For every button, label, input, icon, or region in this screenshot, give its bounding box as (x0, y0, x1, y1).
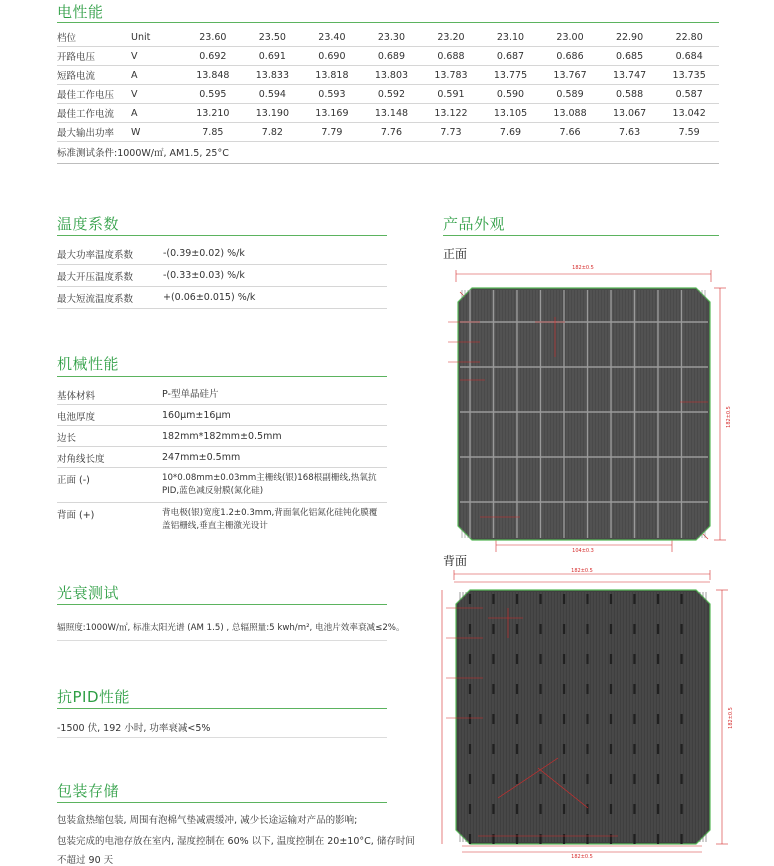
item-value: -(0.33±0.03) %/k (163, 270, 245, 281)
table-cell: 最佳工作电流 (57, 104, 131, 123)
table-cell: 13.747 (600, 66, 660, 85)
table-cell: 13.848 (183, 66, 243, 85)
table-cell: 0.590 (481, 85, 541, 104)
table-row (57, 85, 719, 104)
table-cell: 13.767 (540, 66, 600, 85)
table-cell: 0.687 (481, 47, 541, 66)
item-value: P-型单晶硅片 (162, 389, 219, 400)
table-header-cell: 22.90 (600, 28, 660, 47)
table-cell: 最佳工作电压 (57, 85, 131, 104)
packaging-line: 不超过 90 天 (57, 855, 114, 866)
table-cell: 0.588 (600, 85, 660, 104)
table-cell: 0.691 (243, 47, 303, 66)
mechanical-title: 机械性能 (57, 355, 120, 373)
table-cell: 0.591 (421, 85, 481, 104)
table-cell: 13.833 (243, 66, 303, 85)
table-row (57, 47, 719, 66)
table-cell: 0.594 (243, 85, 303, 104)
front-bottom-dimension: 104±0.3 (572, 548, 594, 554)
list-item (57, 243, 387, 265)
table-cell: 短路电流 (57, 66, 131, 85)
table-cell: 0.593 (302, 85, 362, 104)
item-label: 对角线长度 (57, 454, 105, 465)
section-divider (57, 802, 387, 803)
list-item (57, 426, 387, 447)
table-cell: 7.79 (302, 123, 362, 142)
table-cell: 7.59 (659, 123, 719, 142)
item-label: 最大短流温度系数 (57, 294, 134, 305)
list-item (57, 503, 387, 537)
table-cell: V (131, 47, 183, 66)
table-cell: A (131, 104, 183, 123)
table-cell: 0.689 (362, 47, 422, 66)
back-label: 背面 (443, 554, 468, 568)
table-cell: 0.692 (183, 47, 243, 66)
table-cell: A (131, 66, 183, 85)
degradation-text: 辐照度:1000W/㎡, 标准太阳光谱 (AM 1.5) , 总辐照量:5 kwh/m², 电池片效率衰减≤2%。 (57, 623, 405, 633)
table-cell: 13.067 (600, 104, 660, 123)
table-row (57, 66, 719, 85)
table-header-cell: 23.30 (362, 28, 422, 47)
item-label: 最大开压温度系数 (57, 272, 134, 283)
list-item (57, 468, 387, 503)
front-cell-diagram (440, 262, 740, 554)
table-cell: 13.169 (302, 104, 362, 123)
degradation-title: 光衰测试 (57, 584, 120, 602)
table-cell: 13.122 (421, 104, 481, 123)
item-value-continued: 盖铝栅线,垂直主栅激光设计 (162, 521, 268, 531)
section-divider (57, 235, 387, 236)
table-cell: 0.587 (659, 85, 719, 104)
section-divider (57, 737, 387, 738)
table-cell: 7.76 (362, 123, 422, 142)
appearance-title: 产品外观 (443, 215, 506, 233)
pid-text: -1500 伏, 192 小时, 功率衰减<5% (57, 723, 211, 734)
table-cell: 7.66 (540, 123, 600, 142)
table-cell: 最大输出功率 (57, 123, 131, 142)
section-divider (57, 708, 387, 709)
packaging-title: 包装存储 (57, 782, 120, 800)
electrical-table (57, 28, 719, 142)
front-label: 正面 (443, 247, 468, 261)
item-value-continued: PID,蓝色减反射膜(氮化硅) (162, 486, 264, 496)
item-label: 电池厚度 (57, 412, 96, 423)
section-divider (57, 604, 387, 605)
table-header-row (57, 28, 719, 47)
item-value: 背电极(银)宽度1.2±0.3mm,背面氧化铝氮化硅钝化膜覆 (162, 508, 378, 518)
table-cell: 0.589 (540, 85, 600, 104)
list-item (57, 384, 387, 405)
table-header-cell: 23.00 (540, 28, 600, 47)
back-top-dimension: 182±0.5 (571, 568, 593, 574)
table-cell: 0.688 (421, 47, 481, 66)
table-cell: 13.783 (421, 66, 481, 85)
table-cell: 0.595 (183, 85, 243, 104)
table-cell: 0.685 (600, 47, 660, 66)
packaging-line: 包装完成的电池存放在室内, 湿度控制在 60% 以下, 温度控制在 20±10°C, 储存时间 (57, 836, 415, 847)
item-value: 10*0.08mm±0.03mm主栅线(银)168根副栅线,热氧抗 (162, 473, 377, 483)
pid-title: 抗PID性能 (57, 688, 131, 706)
list-item (57, 287, 387, 309)
table-cell: 7.63 (600, 123, 660, 142)
section-divider (57, 163, 719, 164)
front-top-dimension: 182±0.5 (572, 265, 594, 271)
table-header-cell: 23.40 (302, 28, 362, 47)
test-conditions-note: 标准测试条件:1000W/㎡, AM1.5, 25°C (57, 148, 229, 159)
table-cell: 0.684 (659, 47, 719, 66)
item-value: +(0.06±0.015) %/k (163, 292, 256, 303)
packaging-line: 包装盒热缩包装, 周围有泡棉气垫减震缓冲, 减少长途运输对产品的影响; (57, 815, 358, 826)
table-row (57, 104, 719, 123)
list-item (57, 405, 387, 426)
front-side-dimension: 182±0.5 (726, 406, 732, 428)
mechanical-list (57, 384, 387, 537)
item-label: 边长 (57, 433, 77, 444)
section-divider (57, 22, 719, 23)
list-item (57, 447, 387, 468)
section-divider (57, 376, 387, 377)
temperature-title: 温度系数 (57, 215, 120, 233)
table-row (57, 123, 719, 142)
table-cell: 13.088 (540, 104, 600, 123)
item-label: 正面 (-) (57, 475, 90, 486)
table-cell: 13.775 (481, 66, 541, 85)
table-cell: W (131, 123, 183, 142)
table-header-cell: Unit (131, 28, 183, 47)
table-cell: 13.818 (302, 66, 362, 85)
table-header-cell: 23.50 (243, 28, 303, 47)
item-value: 160μm±16μm (162, 410, 231, 421)
table-header-cell: 23.60 (183, 28, 243, 47)
table-cell: 0.686 (540, 47, 600, 66)
table-cell: 开路电压 (57, 47, 131, 66)
table-header-cell: 23.20 (421, 28, 481, 47)
temperature-list (57, 243, 387, 309)
table-cell: 0.592 (362, 85, 422, 104)
table-cell: 7.85 (183, 123, 243, 142)
back-cell-diagram (438, 568, 740, 858)
table-cell: V (131, 85, 183, 104)
table-cell: 13.105 (481, 104, 541, 123)
table-cell: 7.69 (481, 123, 541, 142)
item-value: -(0.39±0.02) %/k (163, 248, 245, 259)
table-header-cell: 档位 (57, 28, 131, 47)
table-cell: 13.148 (362, 104, 422, 123)
section-divider (443, 235, 719, 236)
section-divider (57, 640, 387, 641)
table-cell: 7.82 (243, 123, 303, 142)
item-value: 247mm±0.5mm (162, 452, 241, 463)
back-side-dimension: 182±0.5 (728, 707, 734, 729)
item-value: 182mm*182mm±0.5mm (162, 431, 282, 442)
table-cell: 13.735 (659, 66, 719, 85)
table-cell: 0.690 (302, 47, 362, 66)
table-cell: 13.803 (362, 66, 422, 85)
table-header-cell: 22.80 (659, 28, 719, 47)
table-cell: 7.73 (421, 123, 481, 142)
back-bottom-dimension: 182±0.5 (571, 854, 593, 858)
table-cell: 13.210 (183, 104, 243, 123)
item-label: 最大功率温度系数 (57, 250, 134, 261)
table-cell: 13.190 (243, 104, 303, 123)
electrical-title: 电性能 (57, 3, 104, 21)
table-header-cell: 23.10 (481, 28, 541, 47)
table-cell: 13.042 (659, 104, 719, 123)
item-label: 基体材料 (57, 391, 96, 402)
list-item (57, 265, 387, 287)
item-label: 背面 (+) (57, 510, 95, 521)
